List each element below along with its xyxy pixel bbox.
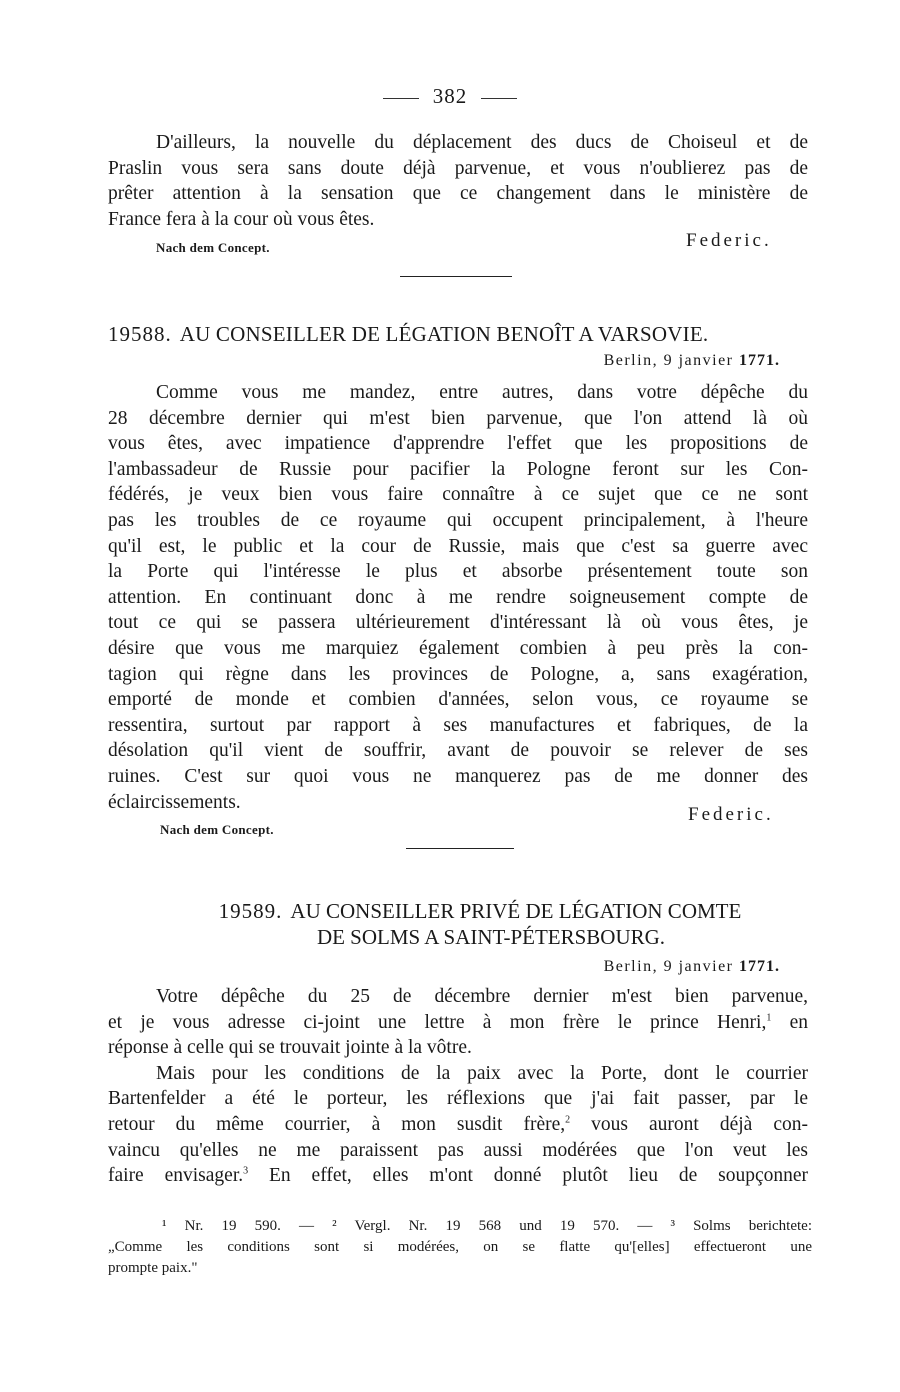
text-line: qu'il est, le public et la cour de Russie, mais que c'est sa guerre avec bbox=[108, 535, 808, 557]
footnote-line: ¹ Nr. 19 590. — ² Vergl. Nr. 19 568 und 19 570. — ³ Solms berichtete: bbox=[162, 1218, 812, 1234]
text-line: attention. En continuant donc à me rendre soigneusement compte de bbox=[108, 586, 808, 608]
letter-title-cont: DE SOLMS A SAINT-PÉTERSBOURG. bbox=[316, 925, 666, 949]
page-number-text: 382 bbox=[432, 84, 468, 108]
source-note: Nach dem Concept. bbox=[160, 822, 274, 837]
letter-body bbox=[108, 406, 808, 816]
signature: Federic. bbox=[686, 230, 772, 251]
text-line: Praslin vous sera sans doute déjà parvenue, et vous n'oublierez pas de bbox=[108, 157, 808, 179]
letter-heading-line1 bbox=[150, 898, 810, 924]
footnote-mark: 1 bbox=[766, 1012, 772, 1024]
intro-paragraph bbox=[108, 130, 808, 156]
text-line: France fera à la cour où vous êtes. bbox=[108, 208, 375, 230]
text-line: emporté de monde et combien d'années, selon vous, ce royaume se bbox=[108, 689, 808, 711]
text-line: vous êtes, avec impatience d'apprendre l'effet que les propositions de bbox=[108, 433, 808, 455]
letter-title: AU CONSEILLER PRIVÉ DE LÉGATION COMTE bbox=[290, 899, 742, 923]
text-line: désolation qu'il vient de souffrir, avant de pouvoir se relever de ses bbox=[108, 740, 808, 762]
footnote-mark: 2 bbox=[565, 1114, 571, 1126]
text-line bbox=[108, 1010, 808, 1036]
letter-body bbox=[108, 1010, 808, 1061]
letter-body-first-line bbox=[108, 984, 808, 1010]
text-fragment: et je vous adresse ci-joint une lettre à mon frère le prince Henri, bbox=[108, 1011, 767, 1033]
section-rule bbox=[406, 848, 514, 849]
signature: Federic. bbox=[688, 804, 774, 825]
date-place: Berlin, 9 janvier bbox=[603, 352, 734, 369]
date-year: 1771. bbox=[739, 958, 780, 975]
intro-paragraph-cont bbox=[108, 156, 808, 233]
text-line: vaincu qu'elles ne me paraissent pas aussi modérées que l'on veut les bbox=[108, 1139, 808, 1161]
letter-body-first-line bbox=[108, 380, 808, 406]
dateline bbox=[604, 958, 780, 976]
text-line: la Porte qui l'intéresse le plus et absorbe présentement toute son bbox=[108, 561, 808, 583]
text-line: ruines. C'est sur quoi vous ne manquerez pas de me donner des bbox=[108, 765, 808, 787]
date-place: Berlin, 9 janvier bbox=[603, 958, 734, 975]
text-line: pas les troubles de ce royaume qui occupent principalement, à l'heure bbox=[108, 509, 808, 531]
footnote-mark: 3 bbox=[243, 1165, 249, 1177]
text-line: désire que vous me marquiez également combien à peu près la con- bbox=[108, 637, 808, 659]
letter-heading bbox=[108, 322, 808, 347]
text-line: réponse à celle qui se trouvait jointe à la vôtre. bbox=[108, 1037, 472, 1059]
text-line: Votre dépêche du 25 de décembre dernier m'est bien parvenue, bbox=[156, 986, 808, 1007]
text-fragment: retour du même courrier, à mon susdit frère, bbox=[108, 1113, 566, 1135]
text-line bbox=[108, 1163, 808, 1189]
text-line: 28 décembre dernier qui m'est bien parvenue, que l'on attend là où bbox=[108, 407, 808, 429]
footnotes bbox=[108, 1216, 812, 1279]
text-fragment: vous auront déjà con- bbox=[591, 1113, 809, 1135]
page-number-dash-left bbox=[383, 98, 419, 99]
source-note: Nach dem Concept. bbox=[156, 240, 270, 255]
text-line: prêter attention à la sensation que ce changement dans le ministère de bbox=[108, 183, 808, 205]
page-number bbox=[0, 84, 900, 109]
letter-title: AU CONSEILLER DE LÉGATION BENOÎT A VARSOVIE. bbox=[179, 322, 709, 346]
text-line: ressentira, surtout par rapport à ses manufactures et fabriques, de la bbox=[108, 714, 808, 736]
date-year: 1771. bbox=[739, 352, 780, 369]
text-fragment: En effet, elles m'ont donné plutôt lieu de soupçonner bbox=[269, 1165, 809, 1187]
text-line: tagion qui règne dans les provinces de Pologne, a, sans exagération, bbox=[108, 663, 808, 685]
letter-number: 19588. bbox=[108, 322, 172, 346]
text-fragment: faire envisager. bbox=[108, 1165, 244, 1187]
text-line: D'ailleurs, la nouvelle du déplacement des ducs de Choiseul et de bbox=[156, 132, 808, 153]
text-line: Bartenfelder a été le porteur, les réflexions que j'ai fait passer, par le bbox=[108, 1088, 808, 1110]
letter-number: 19589. bbox=[218, 899, 283, 923]
text-line: Comme vous me mandez, entre autres, dans votre dépêche du bbox=[156, 382, 808, 403]
text-fragment: en bbox=[789, 1011, 809, 1033]
text-line: l'ambassadeur de Russie pour pacifier la Pologne feront sur les Con- bbox=[108, 458, 808, 480]
text-line: éclaircissements. bbox=[108, 791, 241, 813]
dateline bbox=[604, 352, 780, 370]
letter-body-paragraph bbox=[108, 1061, 808, 1087]
footnote-line: prompte paix." bbox=[108, 1260, 198, 1276]
letter-body bbox=[108, 1086, 808, 1188]
text-line: fédérés, je veux bien vous faire connaître à ce sujet que ce ne sont bbox=[108, 484, 808, 506]
text-line: Mais pour les conditions de la paix avec la Porte, dont le courrier bbox=[156, 1062, 808, 1084]
text-line: tout ce qui se passera ultérieurement d'intéressant là où vous êtes, je bbox=[108, 612, 808, 634]
footnote-line: „Comme les conditions sont si modérées, on se flatte qu'[elles] effectueront une bbox=[108, 1239, 812, 1255]
page-number-dash-right bbox=[481, 98, 517, 99]
text-line bbox=[108, 1112, 808, 1138]
letter-heading bbox=[150, 898, 810, 950]
section-rule bbox=[400, 276, 512, 277]
